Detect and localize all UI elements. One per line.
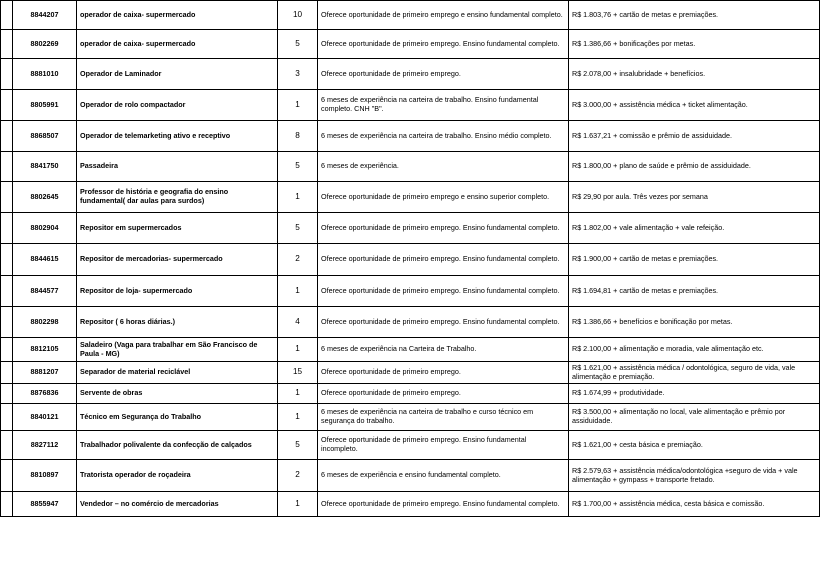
job-requirements: Oferece oportunidade de primeiro emprego. Ensino fundamental completo.	[318, 244, 569, 276]
job-requirements: 6 meses de experiência na carteira de trabalho. Ensino médio completo.	[318, 121, 569, 152]
job-code: 8881207	[13, 362, 77, 384]
job-title: Operador de rolo compactador	[77, 90, 278, 121]
job-listings-body	[1, 1, 820, 517]
vacancy-count: 1	[278, 384, 318, 404]
job-salary-benefits: R$ 1.900,00 + cartão de metas e premiações.	[569, 244, 820, 276]
job-requirements: Oferece oportunidade de primeiro emprego. Ensino fundamental completo.	[318, 307, 569, 338]
job-requirements: Oferece oportunidade de primeiro emprego e ensino superior completo.	[318, 182, 569, 213]
job-requirements: Oferece oportunidade de primeiro emprego. Ensino fundamental completo.	[318, 30, 569, 59]
row-margin-cell	[1, 244, 13, 276]
vacancy-count: 5	[278, 431, 318, 460]
vacancy-count: 4	[278, 307, 318, 338]
table-row	[1, 460, 820, 492]
table-row	[1, 338, 820, 362]
job-title: Repositor de mercadorias- supermercado	[77, 244, 278, 276]
vacancy-count: 1	[278, 182, 318, 213]
row-margin-cell	[1, 307, 13, 338]
job-salary-benefits: R$ 1.621,00 + assistência médica / odontológica, seguro de vida, vale alimentação e premiação.	[569, 362, 820, 384]
job-requirements: Oferece oportunidade de primeiro emprego. Ensino fundamental completo.	[318, 492, 569, 517]
job-code: 8805991	[13, 90, 77, 121]
job-salary-benefits: R$ 1.386,66 + benefícios e bonificação por metas.	[569, 307, 820, 338]
job-code: 8855947	[13, 492, 77, 517]
job-code: 8802269	[13, 30, 77, 59]
job-requirements: 6 meses de experiência e ensino fundamental completo.	[318, 460, 569, 492]
job-title: operador de caixa- supermercado	[77, 1, 278, 30]
job-salary-benefits: R$ 1.386,66 + bonificações por metas.	[569, 30, 820, 59]
job-title: Professor de história e geografia do ensino fundamental( dar aulas para surdos)	[77, 182, 278, 213]
job-salary-benefits: R$ 1.700,00 + assistência médica, cesta básica e comissão.	[569, 492, 820, 517]
job-salary-benefits: R$ 1.674,99 + produtividade.	[569, 384, 820, 404]
job-code: 8812105	[13, 338, 77, 362]
table-row	[1, 59, 820, 90]
table-row	[1, 404, 820, 431]
job-salary-benefits: R$ 1.803,76 + cartão de metas e premiações.	[569, 1, 820, 30]
job-title: Saladeiro (Vaga para trabalhar em São Francisco de Paula - MG)	[77, 338, 278, 362]
vacancy-count: 2	[278, 244, 318, 276]
job-salary-benefits: R$ 1.637,21 + comissão e prêmio de assiduidade.	[569, 121, 820, 152]
row-margin-cell	[1, 362, 13, 384]
vacancy-count: 2	[278, 460, 318, 492]
vacancy-count: 1	[278, 90, 318, 121]
job-salary-benefits: R$ 3.500,00 + alimentação no local, vale alimentação e prêmio por assiduidade.	[569, 404, 820, 431]
table-row	[1, 307, 820, 338]
table-row	[1, 362, 820, 384]
job-salary-benefits: R$ 1.621,00 + cesta básica e premiação.	[569, 431, 820, 460]
job-code: 8840121	[13, 404, 77, 431]
job-salary-benefits: R$ 3.000,00 + assistência médica + ticket alimentação.	[569, 90, 820, 121]
job-salary-benefits: R$ 2.078,00 + insalubridade + benefícios.	[569, 59, 820, 90]
table-row	[1, 30, 820, 59]
vacancy-count: 5	[278, 30, 318, 59]
table-row	[1, 384, 820, 404]
row-margin-cell	[1, 276, 13, 307]
row-margin-cell	[1, 30, 13, 59]
row-margin-cell	[1, 1, 13, 30]
job-code: 8802645	[13, 182, 77, 213]
job-salary-benefits: R$ 1.802,00 + vale alimentação + vale refeição.	[569, 213, 820, 244]
row-margin-cell	[1, 152, 13, 182]
job-title: Tratorista operador de roçadeira	[77, 460, 278, 492]
job-salary-benefits: R$ 2.100,00 + alimentação e moradia, vale alimentação etc.	[569, 338, 820, 362]
table-row	[1, 244, 820, 276]
job-requirements: 6 meses de experiência na carteira de trabalho. Ensino fundamental completo. CNH "B".	[318, 90, 569, 121]
job-title: Servente de obras	[77, 384, 278, 404]
job-title: Passadeira	[77, 152, 278, 182]
row-margin-cell	[1, 492, 13, 517]
job-title: Operador de telemarketing ativo e receptivo	[77, 121, 278, 152]
vacancy-count: 8	[278, 121, 318, 152]
job-title: Trabalhador polivalente da confecção de calçados	[77, 431, 278, 460]
job-code: 8810897	[13, 460, 77, 492]
table-row	[1, 121, 820, 152]
job-requirements: 6 meses de experiência na carteira de trabalho e curso técnico em segurança do trabalho.	[318, 404, 569, 431]
job-code: 8827112	[13, 431, 77, 460]
job-salary-benefits: R$ 1.800,00 + plano de saúde e prêmio de assiduidade.	[569, 152, 820, 182]
job-title: Separador de material reciclável	[77, 362, 278, 384]
vacancy-count: 5	[278, 152, 318, 182]
vacancy-count: 1	[278, 404, 318, 431]
job-code: 8868507	[13, 121, 77, 152]
job-title: Vendedor – no comércio de mercadorias	[77, 492, 278, 517]
row-margin-cell	[1, 121, 13, 152]
job-requirements: Oferece oportunidade de primeiro emprego. Ensino fundamental completo.	[318, 276, 569, 307]
job-title: Repositor em supermercados	[77, 213, 278, 244]
table-row	[1, 182, 820, 213]
vacancy-count: 5	[278, 213, 318, 244]
table-row	[1, 213, 820, 244]
job-title: Operador de Laminador	[77, 59, 278, 90]
row-margin-cell	[1, 460, 13, 492]
vacancy-count: 10	[278, 1, 318, 30]
job-code: 8841750	[13, 152, 77, 182]
job-salary-benefits: R$ 1.694,81 + cartão de metas e premiações.	[569, 276, 820, 307]
table-row	[1, 152, 820, 182]
vacancy-count: 15	[278, 362, 318, 384]
vacancy-count: 3	[278, 59, 318, 90]
table-row	[1, 276, 820, 307]
job-code: 8876836	[13, 384, 77, 404]
row-margin-cell	[1, 384, 13, 404]
vacancy-count: 1	[278, 276, 318, 307]
job-requirements: Oferece oportunidade de primeiro emprego. Ensino fundamental incompleto.	[318, 431, 569, 460]
table-row	[1, 1, 820, 30]
vacancy-count: 1	[278, 338, 318, 362]
job-code: 8881010	[13, 59, 77, 90]
job-requirements: 6 meses de experiência na Carteira de Trabalho.	[318, 338, 569, 362]
table-row	[1, 492, 820, 517]
job-requirements: Oferece oportunidade de primeiro emprego.	[318, 384, 569, 404]
row-margin-cell	[1, 90, 13, 121]
job-salary-benefits: R$ 29,90 por aula. Três vezes por semana	[569, 182, 820, 213]
table-row	[1, 90, 820, 121]
row-margin-cell	[1, 404, 13, 431]
row-margin-cell	[1, 213, 13, 244]
row-margin-cell	[1, 59, 13, 90]
row-margin-cell	[1, 182, 13, 213]
vacancy-count: 1	[278, 492, 318, 517]
job-salary-benefits: R$ 2.579,63 + assistência médica/odontológica +seguro de vida + vale alimentação + gympass + transporte fretado.	[569, 460, 820, 492]
row-margin-cell	[1, 338, 13, 362]
job-requirements: Oferece oportunidade de primeiro emprego.	[318, 362, 569, 384]
job-title: Repositor ( 6 horas diárias.)	[77, 307, 278, 338]
job-title: operador de caixa- supermercado	[77, 30, 278, 59]
job-code: 8844577	[13, 276, 77, 307]
job-requirements: Oferece oportunidade de primeiro emprego e ensino fundamental completo.	[318, 1, 569, 30]
job-code: 8802298	[13, 307, 77, 338]
job-requirements: Oferece oportunidade de primeiro emprego. Ensino fundamental completo.	[318, 213, 569, 244]
job-code: 8844207	[13, 1, 77, 30]
job-code: 8802904	[13, 213, 77, 244]
row-margin-cell	[1, 431, 13, 460]
job-requirements: Oferece oportunidade de primeiro emprego.	[318, 59, 569, 90]
table-row	[1, 431, 820, 460]
job-requirements: 6 meses de experiência.	[318, 152, 569, 182]
job-code: 8844615	[13, 244, 77, 276]
job-title: Repositor de loja- supermercado	[77, 276, 278, 307]
job-title: Técnico em Segurança do Trabalho	[77, 404, 278, 431]
